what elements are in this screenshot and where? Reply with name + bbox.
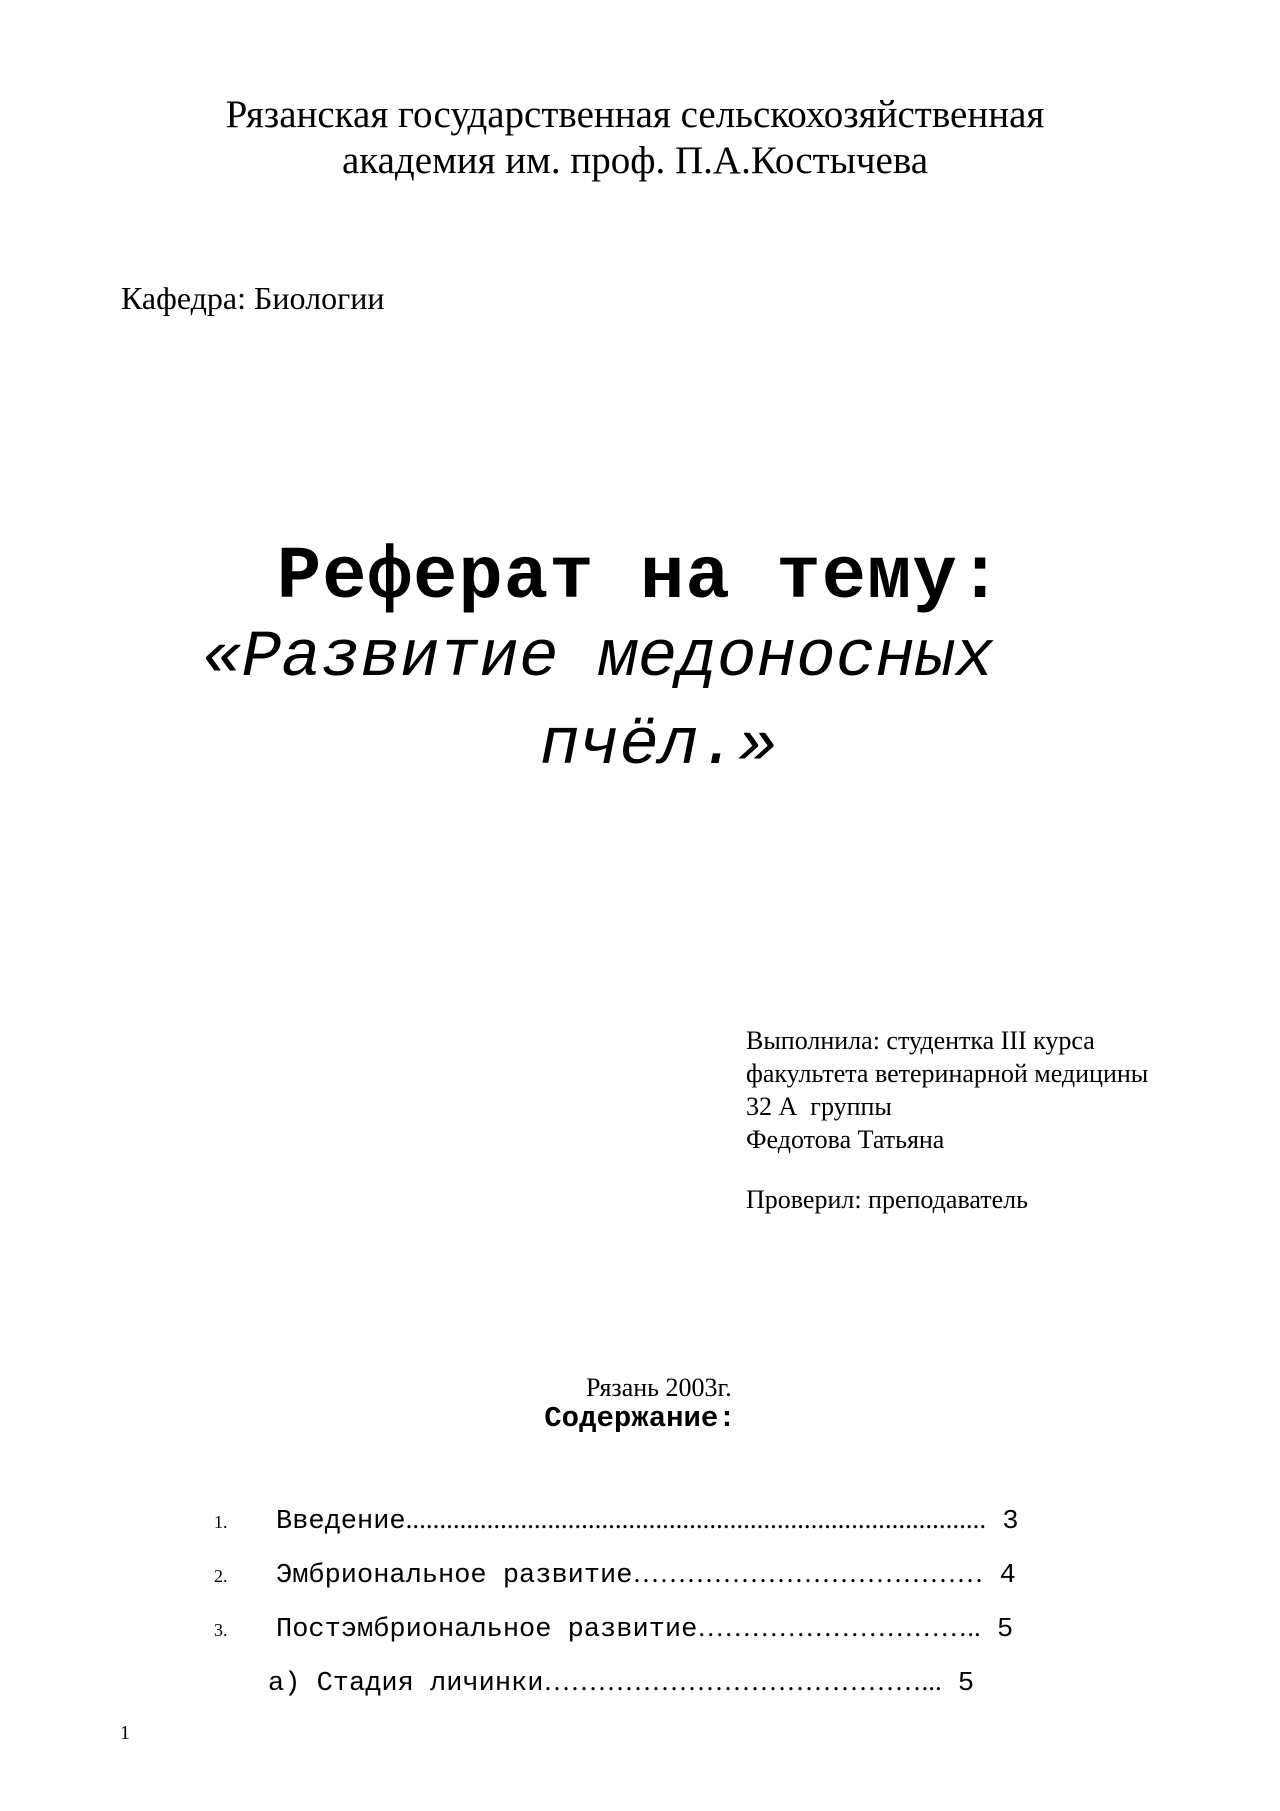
toc-item xyxy=(276,1504,1019,1537)
toc-item-text: Постэмбриональное развитие xyxy=(276,1615,698,1645)
toc-item-leader: ………………………….. xyxy=(697,1612,981,1642)
toc-item-page: 4 xyxy=(999,1561,1016,1591)
essay-topic-line-2: пчёл.» xyxy=(540,708,778,783)
essay-heading: Реферат на тему: xyxy=(276,536,1004,620)
toc-item xyxy=(276,1558,1016,1591)
toc-title: Содержание: xyxy=(544,1402,736,1435)
toc-item-leader: ...................................................................................... xyxy=(405,1504,987,1534)
author-line-4: Федотова Татьяна xyxy=(746,1125,945,1154)
author-line-3: 32 А группы xyxy=(746,1092,892,1121)
toc-item-text: Эмбриональное развитие xyxy=(276,1561,633,1591)
institution-line-1: Рязанская государственная сельскохозяйственная xyxy=(225,93,1045,136)
toc-item-number: 2. xyxy=(214,1566,228,1586)
institution-line-2: академия им. проф. П.А.Костычева xyxy=(341,139,929,182)
toc-item-page: 3 xyxy=(1002,1507,1019,1537)
toc-item-number: 1. xyxy=(214,1512,228,1532)
city-year: Рязань 2003г. xyxy=(586,1373,732,1402)
toc-item-leader: ………………………………… xyxy=(632,1558,984,1588)
institution-header xyxy=(150,92,1120,184)
toc-item-page: 5 xyxy=(996,1615,1014,1645)
toc-item-number: 3. xyxy=(214,1620,228,1640)
toc-subitem-page: 5 xyxy=(957,1669,975,1699)
toc-subitem-text: а) Стадия личинки xyxy=(268,1669,544,1699)
toc-item xyxy=(276,1612,1013,1645)
toc-subitem xyxy=(268,1666,974,1699)
toc-item-text: Введение xyxy=(276,1507,406,1537)
author-line-2: факультета ветеринарной медицины xyxy=(746,1059,1149,1088)
page-number: 1 xyxy=(120,1722,130,1744)
checker-line: Проверил: преподаватель xyxy=(746,1185,1028,1214)
essay-topic-line-1: «Развитие медоносных xyxy=(202,620,995,695)
department-label: Кафедра: Биологии xyxy=(121,280,385,316)
author-block xyxy=(746,1024,1148,1156)
author-line-1: Выполнила: студентка III курса xyxy=(746,1026,1095,1055)
toc-subitem-leader: ……………………………………... xyxy=(543,1666,942,1696)
